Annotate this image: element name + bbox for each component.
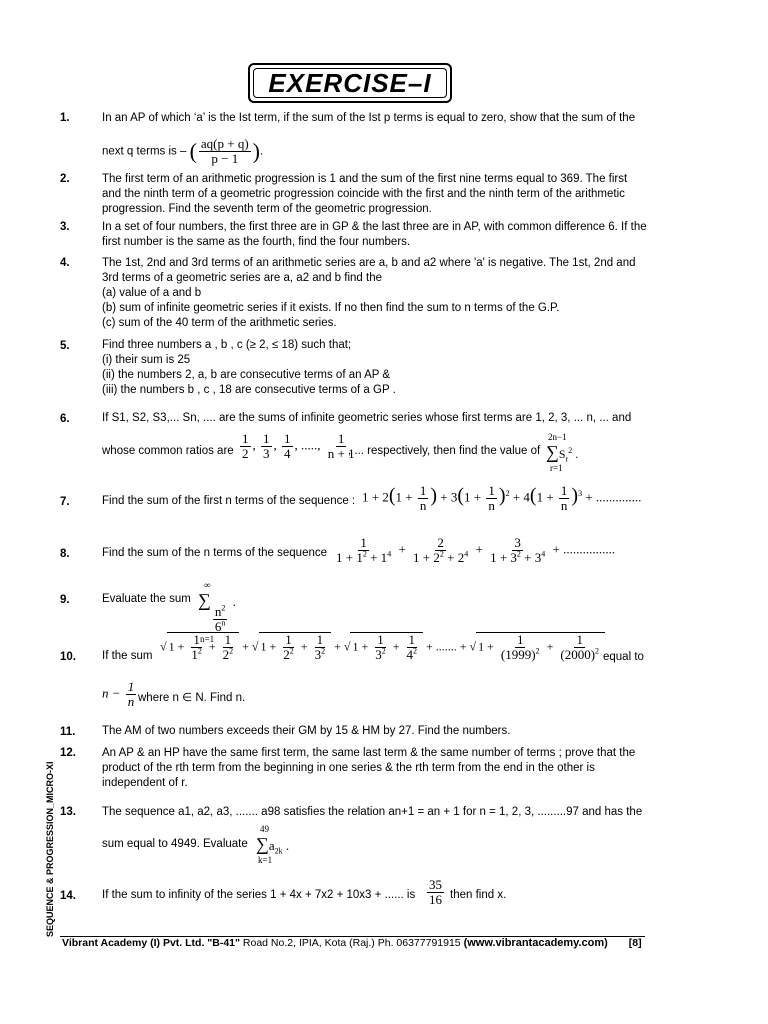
question-line: , ... respectively, then find the value of	[348, 445, 541, 457]
sub-item: (b) sum of infinite geometric series if it exists. If no then find the sum to n terms of the G.P.	[102, 302, 560, 314]
sequence-expression: $\frac{1}{1 + 1^2 + 1^4}$ + $\frac{2}{1 + 2^2 + 2^4}$ + $\frac{3}{1 + 3^2 + 3^4}$ + ................	[336, 535, 616, 565]
sub-item: (iii) the numbers b , c , 18 are consecutive terms of a GP .	[102, 384, 396, 396]
sequence-expression: 1 + 2(1 + $\frac{1}{n}$ ) + 3(1 + $\frac{1}{n}$ )$^2$ + 4(1 + $\frac{1}{n}$ )$^3$ + ..............	[362, 483, 642, 513]
question-text: Evaluate the sum	[102, 593, 191, 605]
question-text: Find the sum of the n terms of the sequence	[102, 547, 328, 559]
question-number: 6.	[60, 413, 70, 425]
question-text: In a set of four numbers, the first three are in GP & the last three are in AP, with common difference 6. If the first number is the same as the fourth, find the four numbers.	[102, 221, 647, 248]
question-text: An AP & an HP have the same first term, the same last term & the same number of terms ; prove that the product of the rth term from the beginning in one series & the rth term from the end in the other is independent of r.	[102, 747, 636, 789]
question-number: 9.	[60, 594, 70, 606]
question-text: Find three numbers a , b , c (≥ 2, ≤ 18) such that;	[102, 339, 352, 351]
question-number: 13.	[60, 806, 76, 818]
sub-item: (a) value of a and b	[102, 287, 202, 299]
page-title: EXERCISE–I	[253, 68, 447, 98]
sum-expression: ∞ ∑ $\frac{n^2}{6^n}$ . n=1	[198, 580, 236, 644]
title-box	[248, 63, 452, 103]
question-number: 2.	[60, 173, 70, 185]
question-text: The sequence a1, a2, a3, ....... a98 satisfies the relation an+1 = an + 1 for n = 1, 2, 3, .........97 and has the	[102, 806, 643, 818]
fraction	[199, 137, 251, 166]
question-number: 12.	[60, 747, 76, 759]
question-line: where n ∈ N. Find n.	[138, 692, 246, 704]
question-number: 3.	[60, 221, 70, 233]
question-line: next q terms is – ( $\frac{aq(p + q)}{p - 1}$ ).	[102, 136, 264, 166]
fraction: $\frac{35}{16}$	[429, 877, 442, 907]
question-text: The first term of an arithmetic progression is 1 and the sum of the first nine terms equal to 369. The first and the ninth term of a geometric progression coincide with the first and the ninth term of the arithmetic progression. Find the seventh term of the geometric progression.	[102, 173, 628, 215]
question-text: The AM of two numbers exceeds their GM by 15 & HM by 27. Find the numbers.	[102, 725, 511, 737]
question-number: 5.	[60, 340, 70, 352]
question-number: 7.	[60, 496, 70, 508]
sum-expression: 49 $\sum a_{2k}$ . k=1	[256, 824, 290, 865]
question-number: 1.	[60, 112, 70, 124]
sqrt-series: √ 1 + $\frac{1}{1^2}$ + $\frac{1}{2^2}$ + √ 1 + $\frac{1}{2^2}$ + $\frac{1}{3^2}$ + √ 1 + $\frac{1}{3^2}$ + $\frac{1}{4^2}$ + ....... + √ 1 + $\frac{1}{(1999)^2}$ + $\frac{1}{(2000)^2}$	[160, 632, 605, 662]
question-text: If S1, S2, S3,... Sn, .... are the sums of infinite geometric series whose first terms are 1, 2, 3, ... n, ... and	[102, 412, 632, 424]
fraction-numerator: aq(p + q)	[200, 136, 249, 151]
fraction-denominator: p − 1	[211, 151, 239, 166]
page-number: [8]	[628, 937, 642, 949]
sub-item: (ii) the numbers 2, a, b are consecutive terms of an AP &	[102, 369, 391, 381]
sub-item: (c) sum of the 40 term of the arithmetic series.	[102, 317, 337, 329]
footer-website: (www.vibrantacademy.com)	[463, 937, 608, 949]
side-label: SEQUENCE & PROGRESSION_MICRO-XI	[45, 761, 55, 937]
question-text: Find the sum of the first n terms of the sequence :	[102, 495, 356, 507]
sum-expression: 2n−1 $\sum S_r^2$ . r=1	[546, 432, 579, 473]
question-number: 4.	[60, 257, 70, 269]
question-number: 10.	[60, 651, 76, 663]
question-text: The 1st, 2nd and 3rd terms of an arithmetic series are a, b and a2 where 'a' is negative. The 1st, 2nd and 3rd terms of a geometric series are a, a2 and b find the	[102, 257, 636, 284]
footer-address: Road No.2, IPIA, Kota (Raj.) Ph. 06377791915	[240, 937, 464, 949]
question-number: 14.	[60, 890, 76, 902]
common-ratios-math: $\frac{1}{2}$ , $\frac{1}{3}$ , $\frac{1}{4}$ , ....., $\frac{1}{n + 1}$	[242, 431, 355, 461]
question-line: sum equal to 4949. Evaluate	[102, 838, 248, 850]
question-text: If the sum to infinity of the series 1 + 4x + 7x2 + 10x3 + ...... is	[102, 889, 416, 901]
sub-item: (i) their sum is 25	[102, 354, 191, 366]
question-line: equal to	[603, 651, 644, 663]
question-line: then find x.	[450, 889, 507, 901]
question-text-2: next q terms is –	[102, 145, 187, 158]
n-expression: n − $\frac{1}{n}$	[102, 679, 135, 709]
question-number: 8.	[60, 548, 70, 560]
question-number: 11.	[60, 726, 76, 738]
footer-company: Vibrant Academy (I) Pvt. Ltd. "B-41"	[62, 937, 240, 949]
question-text: If the sum	[102, 650, 153, 662]
footer	[62, 937, 642, 949]
question-text: In an AP of which ‘a’ is the Ist term, if the sum of the Ist p terms is equal to zero, show that the sum of the	[102, 112, 636, 124]
question-line: whose common ratios are	[102, 445, 234, 457]
